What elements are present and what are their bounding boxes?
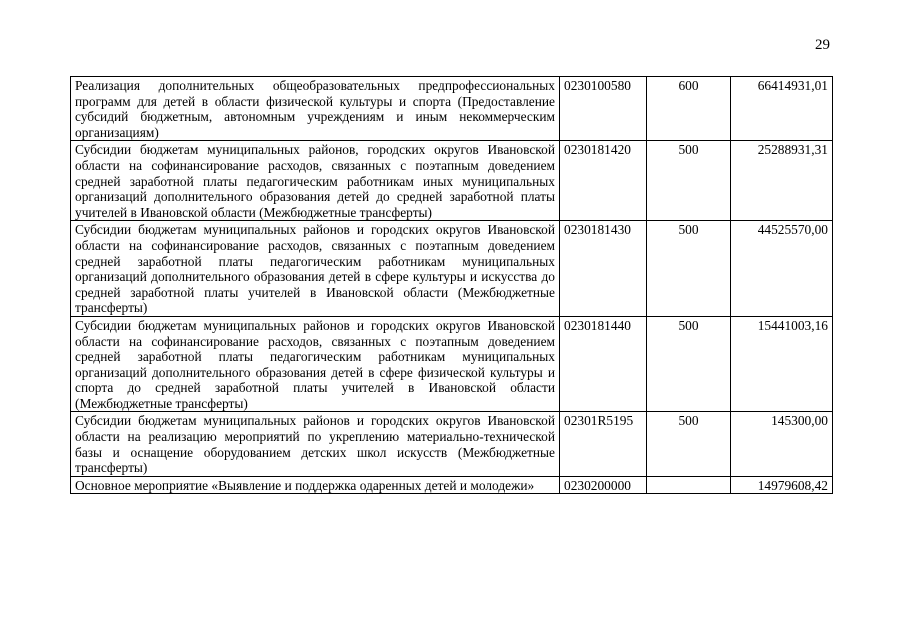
- row-name-cell: Основное мероприятие «Выявление и поддержка одаренных детей и молодежи»: [71, 476, 560, 494]
- row-type-cell: 600: [647, 77, 731, 141]
- row-code-cell: 02301R5195: [560, 412, 647, 476]
- row-type-cell: [647, 476, 731, 494]
- row-name-cell: Субсидии бюджетам муниципальных районов и городских округов Ивановской области на софинансирование расходов, связанных с поэтапным доведением средней заработной платы педагогическим работникам муниципальных организаций дополнительного образования детей в сфере культуры и искусства до средней заработной платы учителей в Ивановской области (Межбюджетные трансферты): [71, 221, 560, 317]
- row-code-cell: 0230100580: [560, 77, 647, 141]
- row-type-cell: 500: [647, 316, 731, 412]
- table-row: [71, 77, 833, 141]
- row-amount-cell: 145300,00: [731, 412, 833, 476]
- row-type-cell: 500: [647, 141, 731, 221]
- row-amount-cell: 66414931,01: [731, 77, 833, 141]
- table-row: [71, 412, 833, 476]
- row-name-cell: Субсидии бюджетам муниципальных районов и городских округов Ивановской области на реализацию мероприятий по укреплению материально-технической базы и оснащение оборудованием детских школ искусств (Межбюджетные трансферты): [71, 412, 560, 476]
- row-amount-cell: 15441003,16: [731, 316, 833, 412]
- row-amount-cell: 14979608,42: [731, 476, 833, 494]
- row-name-cell: Субсидии бюджетам муниципальных районов и городских округов Ивановской области на софинансирование расходов, связанных с поэтапным доведением средней заработной платы педагогическим работникам муниципальных организаций дополнительного образования детей в сфере физической культуры и спорта до средней заработной платы учителей в Ивановской области (Межбюджетные трансферты): [71, 316, 560, 412]
- row-amount-cell: 44525570,00: [731, 221, 833, 317]
- row-type-cell: 500: [647, 412, 731, 476]
- table-row: [71, 316, 833, 412]
- row-type-cell: 500: [647, 221, 731, 317]
- table-row: [71, 476, 833, 494]
- table-row: [71, 141, 833, 221]
- budget-table: [70, 76, 833, 494]
- row-code-cell: 0230200000: [560, 476, 647, 494]
- row-name-cell: Субсидии бюджетам муниципальных районов, городских округов Ивановской области на софинансирование расходов, связанных с поэтапным доведением средней заработной платы педагогическим работникам иных муниципальных организаций дополнительного образования детей до средней заработной платы учителей в Ивановской области (Межбюджетные трансферты): [71, 141, 560, 221]
- page-number: 29: [815, 37, 830, 53]
- row-name-cell: Реализация дополнительных общеобразовательных предпрофессиональных программ для детей в области физической культуры и спорта (Предоставление субсидий бюджетным, автономным учреждениям и иным некоммерческим организациям): [71, 77, 560, 141]
- table-row: [71, 221, 833, 317]
- row-code-cell: 0230181430: [560, 221, 647, 317]
- row-amount-cell: 25288931,31: [731, 141, 833, 221]
- row-code-cell: 0230181440: [560, 316, 647, 412]
- row-code-cell: 0230181420: [560, 141, 647, 221]
